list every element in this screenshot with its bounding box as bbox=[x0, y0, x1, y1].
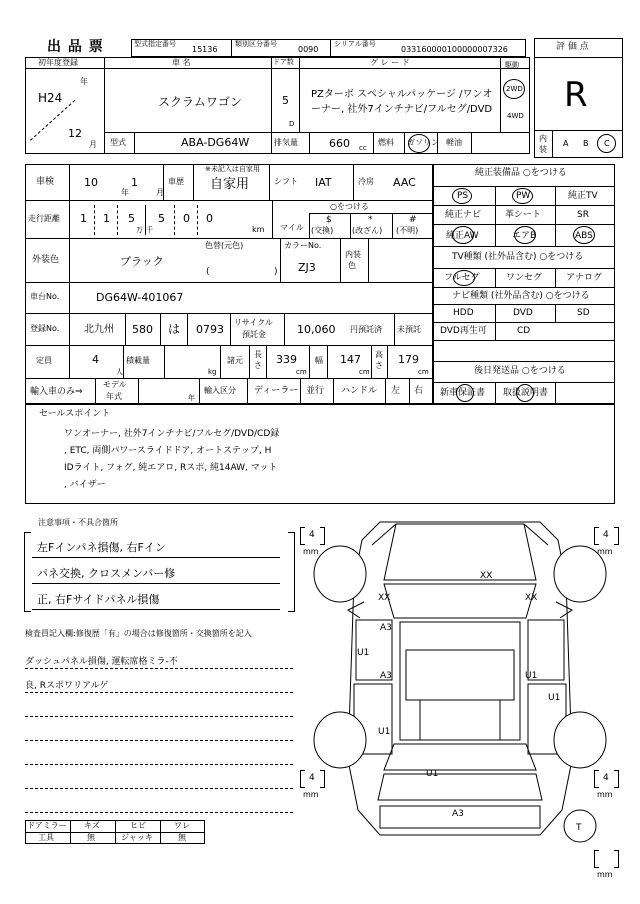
grade-line-2: ーナー, 社外7インチナビ/フルセグ/DVD bbox=[311, 104, 493, 115]
grade-label: グ レ ー ド bbox=[370, 58, 410, 67]
trunk-symbol: T bbox=[576, 823, 582, 833]
notes-bracket-right bbox=[288, 532, 295, 612]
model-no: 15136 bbox=[192, 45, 218, 54]
exterior-label: 外装色 bbox=[32, 255, 60, 265]
tire-depth-fr-value: 4 bbox=[603, 530, 609, 540]
equip-leather: 革シート bbox=[505, 210, 542, 220]
exchange-text: (交換) bbox=[311, 226, 334, 235]
equip-ps: PS bbox=[457, 191, 469, 201]
rating-label: 評 価 点 bbox=[556, 42, 589, 52]
tire-depth-fl-value: 4 bbox=[309, 530, 315, 540]
equip-genuine-navi: 純正ナビ bbox=[445, 210, 482, 220]
wheel-front-left bbox=[314, 546, 366, 602]
model-year-suffix: 年 bbox=[188, 394, 195, 402]
tire-depth-rr-unit: mm bbox=[597, 790, 613, 799]
ac-value: AAC bbox=[393, 176, 416, 189]
width-value: 147 bbox=[340, 353, 361, 366]
handle-left: 左 bbox=[391, 386, 401, 396]
tools-value-3: ジャッキ bbox=[121, 833, 153, 842]
mileage-digit-5: 0 bbox=[183, 212, 190, 225]
color-no-label: カラーNo. bbox=[284, 241, 322, 250]
first-reg-year: H24 bbox=[38, 91, 63, 105]
displacement-label: 排気量 bbox=[274, 138, 298, 147]
equip-airbag: エアB bbox=[512, 231, 537, 241]
tamper-text: (改ざん) bbox=[352, 226, 383, 235]
notes-line-2: パネ交換, クロスメンバー修 bbox=[37, 567, 176, 580]
tv-fullseg-circle bbox=[453, 270, 475, 286]
import-label: 輸入車のみ⇒ bbox=[30, 387, 83, 397]
navi-dvd: DVD bbox=[513, 308, 533, 318]
handle-right: 右 bbox=[414, 386, 424, 396]
notes-line-1: 左Fインパネ損傷, 右Fイン bbox=[37, 541, 166, 554]
doors-value: 5 bbox=[282, 94, 289, 107]
mileage-digit-2: 1 bbox=[103, 212, 110, 225]
later-manual-circle bbox=[516, 384, 534, 402]
tools-header-2: キズ bbox=[84, 821, 100, 830]
registration-label: 登録No. bbox=[30, 324, 60, 333]
registration-area: 北九州 bbox=[84, 324, 114, 335]
tools-value-2: 無 bbox=[87, 833, 95, 842]
load-unit: kg bbox=[208, 368, 217, 376]
capacity-label: 定員 bbox=[36, 356, 52, 365]
car-name: スクラムワゴン bbox=[158, 95, 242, 109]
later-title: 後日発送品 ○をつける bbox=[474, 366, 566, 376]
fuel-light-oil: 軽油 bbox=[446, 138, 462, 147]
recycle-label-2: 預託金 bbox=[242, 330, 266, 339]
car-hood bbox=[384, 524, 536, 580]
tire-depth-spare-unit: mm bbox=[597, 870, 613, 879]
mileage-digit-6: 0 bbox=[206, 212, 213, 225]
interior-color-label-1: 内装 bbox=[345, 250, 361, 259]
ac-label: 冷房 bbox=[358, 177, 374, 186]
import-dealer: ディーラー bbox=[254, 386, 299, 396]
first-reg-month: 12 bbox=[68, 127, 82, 140]
interior-grade-a: A bbox=[563, 139, 569, 148]
mile-label: マイル bbox=[280, 223, 304, 232]
month-suffix: 月 bbox=[89, 140, 97, 149]
drive-2wd-circle bbox=[503, 79, 525, 99]
mileage-label: 走行距離 bbox=[28, 214, 60, 223]
car-left-mirror bbox=[348, 602, 364, 618]
inspector-line-1: ダッシュパネル損傷, 運転席格ミラ-不 bbox=[25, 657, 178, 667]
inspection-year: 10 bbox=[84, 176, 98, 189]
inspection-label: 車検 bbox=[36, 177, 55, 187]
registration-kana: は bbox=[168, 322, 181, 336]
fuel-gasoline-circle bbox=[408, 134, 430, 153]
width-label: 幅 bbox=[315, 356, 323, 365]
mileage-circle-note: ○をつける bbox=[330, 202, 369, 211]
chassis-label: 車台No. bbox=[30, 292, 60, 301]
sales-line-1: ワンオーナー, 社外7インチナビ/フルセグ/DVD/CD録 bbox=[64, 429, 280, 439]
recycle-status: 未預託 bbox=[397, 325, 421, 334]
damage-mark-left-front-1: A3 bbox=[380, 623, 392, 633]
sales-line-3: IDライト, フォグ, 純エアロ, Rスポ, 純14AW, マット bbox=[64, 463, 278, 473]
damage-mark-bumper: A3 bbox=[452, 809, 464, 819]
doors-suffix: D bbox=[289, 120, 295, 128]
later-manual: 取扱説明書 bbox=[503, 388, 549, 398]
inspector-label: 検査員記入欄:修復歴「有」の場合は修復箇所・交換箇所を記入 bbox=[25, 629, 252, 638]
notes-line-3: 正, 右Fサイドパネル損傷 bbox=[37, 593, 160, 606]
history-label: 車歴 bbox=[168, 177, 184, 186]
equip-pw: PW bbox=[516, 191, 531, 201]
color-no: ZJ3 bbox=[298, 261, 316, 274]
length-label-2: さ bbox=[254, 361, 262, 370]
equip-ps-circle bbox=[452, 188, 472, 204]
tire-depth-fr-unit: mm bbox=[597, 547, 613, 556]
serial-no: 033160000100000007326 bbox=[401, 45, 508, 54]
dims-label: 諸元 bbox=[227, 356, 243, 365]
shift-label: シフト bbox=[274, 177, 298, 186]
tv-oneseg: ワンセグ bbox=[506, 273, 543, 283]
tire-depth-rr-value: 4 bbox=[603, 773, 609, 783]
class-no-label: 類別区分番号 bbox=[235, 40, 277, 48]
equip-abs: ABS bbox=[575, 231, 593, 241]
displacement-value: 660 bbox=[329, 137, 350, 150]
recycle-amount: 10,060 bbox=[297, 323, 336, 336]
damage-mark-right-front: U1 bbox=[525, 671, 538, 681]
tools-value-4: 無 bbox=[178, 833, 186, 842]
unknown-symbol: # bbox=[409, 215, 417, 225]
rating-value: R bbox=[564, 75, 588, 115]
equip-genuine-tv: 純正TV bbox=[568, 191, 598, 201]
dvd-playable: DVD再生可 bbox=[440, 326, 487, 336]
handle-label: ハンドル bbox=[341, 386, 378, 396]
tools-header-4: ワレ bbox=[174, 821, 190, 830]
equip-aw-circle bbox=[452, 226, 474, 244]
shift-value: IAT bbox=[315, 176, 332, 189]
interior-color-label-2: 色 bbox=[348, 261, 356, 270]
width-unit: cm bbox=[359, 368, 370, 376]
damage-mark-hood: XX bbox=[480, 571, 493, 581]
tv-fullseg: フルセグ bbox=[444, 273, 480, 283]
registration-number: 0793 bbox=[196, 323, 224, 336]
interior-grade-b: B bbox=[583, 139, 589, 148]
mileage-digit-1: 1 bbox=[80, 212, 87, 225]
notes-bracket-left bbox=[24, 532, 31, 612]
tv-title: TV種類 (社外品含む) ○をつける bbox=[452, 252, 584, 262]
damage-mark-right-rear: U1 bbox=[548, 693, 561, 703]
car-roof bbox=[400, 622, 520, 740]
history-value: 自家用 bbox=[210, 177, 250, 192]
later-warranty: 新車保証書 bbox=[440, 388, 486, 398]
car-right-mirror bbox=[556, 602, 572, 618]
equip-pw-circle bbox=[512, 188, 533, 204]
equip-sr: SR bbox=[577, 210, 589, 220]
sales-line-2: , ETC, 両側パワースライドドア, オートステップ, H bbox=[64, 446, 272, 456]
interior-grade-circle bbox=[597, 134, 616, 153]
car-rear-glass bbox=[384, 744, 536, 770]
serial-label: シリアル番号 bbox=[334, 40, 376, 48]
fuel-label: 燃料 bbox=[378, 138, 394, 147]
color-paren-open: ( bbox=[206, 267, 210, 277]
tamper-symbol: * bbox=[368, 215, 373, 225]
mileage-digit-4: 5 bbox=[158, 212, 165, 225]
car-damage-diagram bbox=[300, 500, 620, 870]
doors-label: ドア数 bbox=[273, 58, 294, 66]
class-no: 0090 bbox=[298, 45, 319, 54]
km-unit: km bbox=[252, 225, 265, 234]
wheel-rear-left bbox=[314, 712, 366, 768]
displacement-unit: cc bbox=[359, 144, 367, 152]
drive-2wd: 2WD bbox=[506, 85, 523, 93]
height-label-2: さ bbox=[375, 361, 383, 370]
recycle-label-1: リサイクル bbox=[234, 318, 273, 327]
damage-mark-right-fender: XX bbox=[525, 593, 538, 603]
recycle-unit: 円預託済 bbox=[350, 325, 382, 334]
sales-title: セールスポイント bbox=[39, 409, 111, 419]
later-warranty-circle bbox=[456, 384, 474, 402]
damage-mark-left-front-2: U1 bbox=[357, 648, 370, 658]
navi-hdd: HDD bbox=[453, 308, 474, 318]
exchange-symbol: $ bbox=[326, 215, 332, 225]
inspector-line-2: 良, Rスポワリアルゲ bbox=[25, 681, 109, 691]
damage-mark-left-side: U1 bbox=[378, 727, 391, 737]
import-class-label: 輸入区分 bbox=[204, 386, 236, 395]
exterior-color: ブラック bbox=[120, 255, 164, 268]
damage-mark-rear: U1 bbox=[426, 769, 439, 779]
import-parallel: 並行 bbox=[306, 386, 325, 396]
height-value: 179 bbox=[398, 353, 419, 366]
equip-genuine-aw: 純正AW bbox=[446, 231, 479, 241]
drive-4wd: 4WD bbox=[507, 112, 524, 120]
wheel-front-right bbox=[554, 546, 606, 602]
navi-sd: SD bbox=[577, 308, 590, 318]
man-unit: 万 bbox=[136, 226, 143, 234]
tools-header-1: ドアミラー bbox=[27, 821, 67, 830]
capacity-value: 4 bbox=[92, 353, 99, 366]
car-name-label: 車 名 bbox=[172, 58, 191, 67]
damage-mark-left-fender: XX bbox=[378, 593, 391, 603]
tv-analog: アナログ bbox=[566, 273, 603, 283]
tire-depth-rl-unit: mm bbox=[303, 790, 319, 799]
load-label: 積載量 bbox=[126, 356, 150, 365]
car-windshield bbox=[384, 584, 536, 618]
year-suffix: 年 bbox=[80, 77, 88, 86]
mileage-digit-3: 5 bbox=[128, 212, 135, 225]
interior-grade-label: 内装 bbox=[539, 134, 547, 154]
document-title: 出 品 票 bbox=[47, 39, 104, 55]
notes-title: 注意事項・不具合箇所 bbox=[38, 518, 118, 527]
model-year-label-1: モデル bbox=[103, 380, 127, 389]
type-label: 型式 bbox=[110, 138, 126, 147]
inspection-month: 1 bbox=[131, 176, 138, 189]
inspection-year-suffix: 年 bbox=[121, 188, 129, 197]
sen-unit: 千 bbox=[146, 226, 153, 234]
fuel-gasoline: ガソリン bbox=[407, 138, 439, 147]
capacity-unit: 人 bbox=[116, 368, 123, 376]
tools-value-1: 工具 bbox=[38, 833, 54, 842]
cd-label: CD bbox=[517, 326, 531, 336]
length-label-1: 長 bbox=[254, 350, 262, 359]
drive-label: 駆動 bbox=[505, 61, 519, 69]
length-unit: cm bbox=[296, 368, 307, 376]
color-change-label: 色替(元色) bbox=[205, 241, 244, 250]
unknown-text: (不明) bbox=[396, 226, 419, 235]
length-value: 339 bbox=[276, 353, 297, 366]
mileage-digits bbox=[72, 205, 248, 235]
sales-line-4: , バイザー bbox=[64, 480, 106, 490]
height-unit: cm bbox=[418, 368, 429, 376]
registration-class: 580 bbox=[132, 323, 153, 336]
model-year-label-2: 年式 bbox=[106, 392, 122, 401]
interior-grade-c: C bbox=[604, 139, 610, 148]
type-value: ABA-DG64W bbox=[181, 136, 250, 149]
navi-title: ナビ種類 (社外品含む) ○をつける bbox=[452, 291, 590, 301]
equip-abs-circle bbox=[573, 226, 595, 244]
grade-line-1: PZターボ スペシャルパッケージ /ワンオ bbox=[311, 89, 493, 100]
history-note: ※未記入は自家用 bbox=[205, 165, 260, 173]
inspection-month-suffix: 月 bbox=[156, 188, 164, 197]
wheel-rear-right bbox=[554, 712, 606, 768]
model-no-label: 型式指定番号 bbox=[134, 40, 176, 48]
equipment-title: 純正装備品 ○をつける bbox=[475, 168, 567, 178]
damage-mark-left-rear: A3 bbox=[380, 671, 392, 681]
tire-depth-rl-value: 4 bbox=[309, 773, 315, 783]
tools-header-3: ヒビ bbox=[130, 821, 146, 830]
equip-airbag-circle bbox=[514, 226, 536, 244]
tire-depth-fl-unit: mm bbox=[303, 547, 319, 556]
chassis-value: DG64W-401067 bbox=[96, 291, 184, 304]
color-paren-close: ) bbox=[274, 267, 278, 277]
height-label-1: 高 bbox=[375, 350, 383, 359]
first-reg-label: 初年度登録 bbox=[38, 58, 78, 67]
car-rear-hatch bbox=[378, 774, 542, 800]
